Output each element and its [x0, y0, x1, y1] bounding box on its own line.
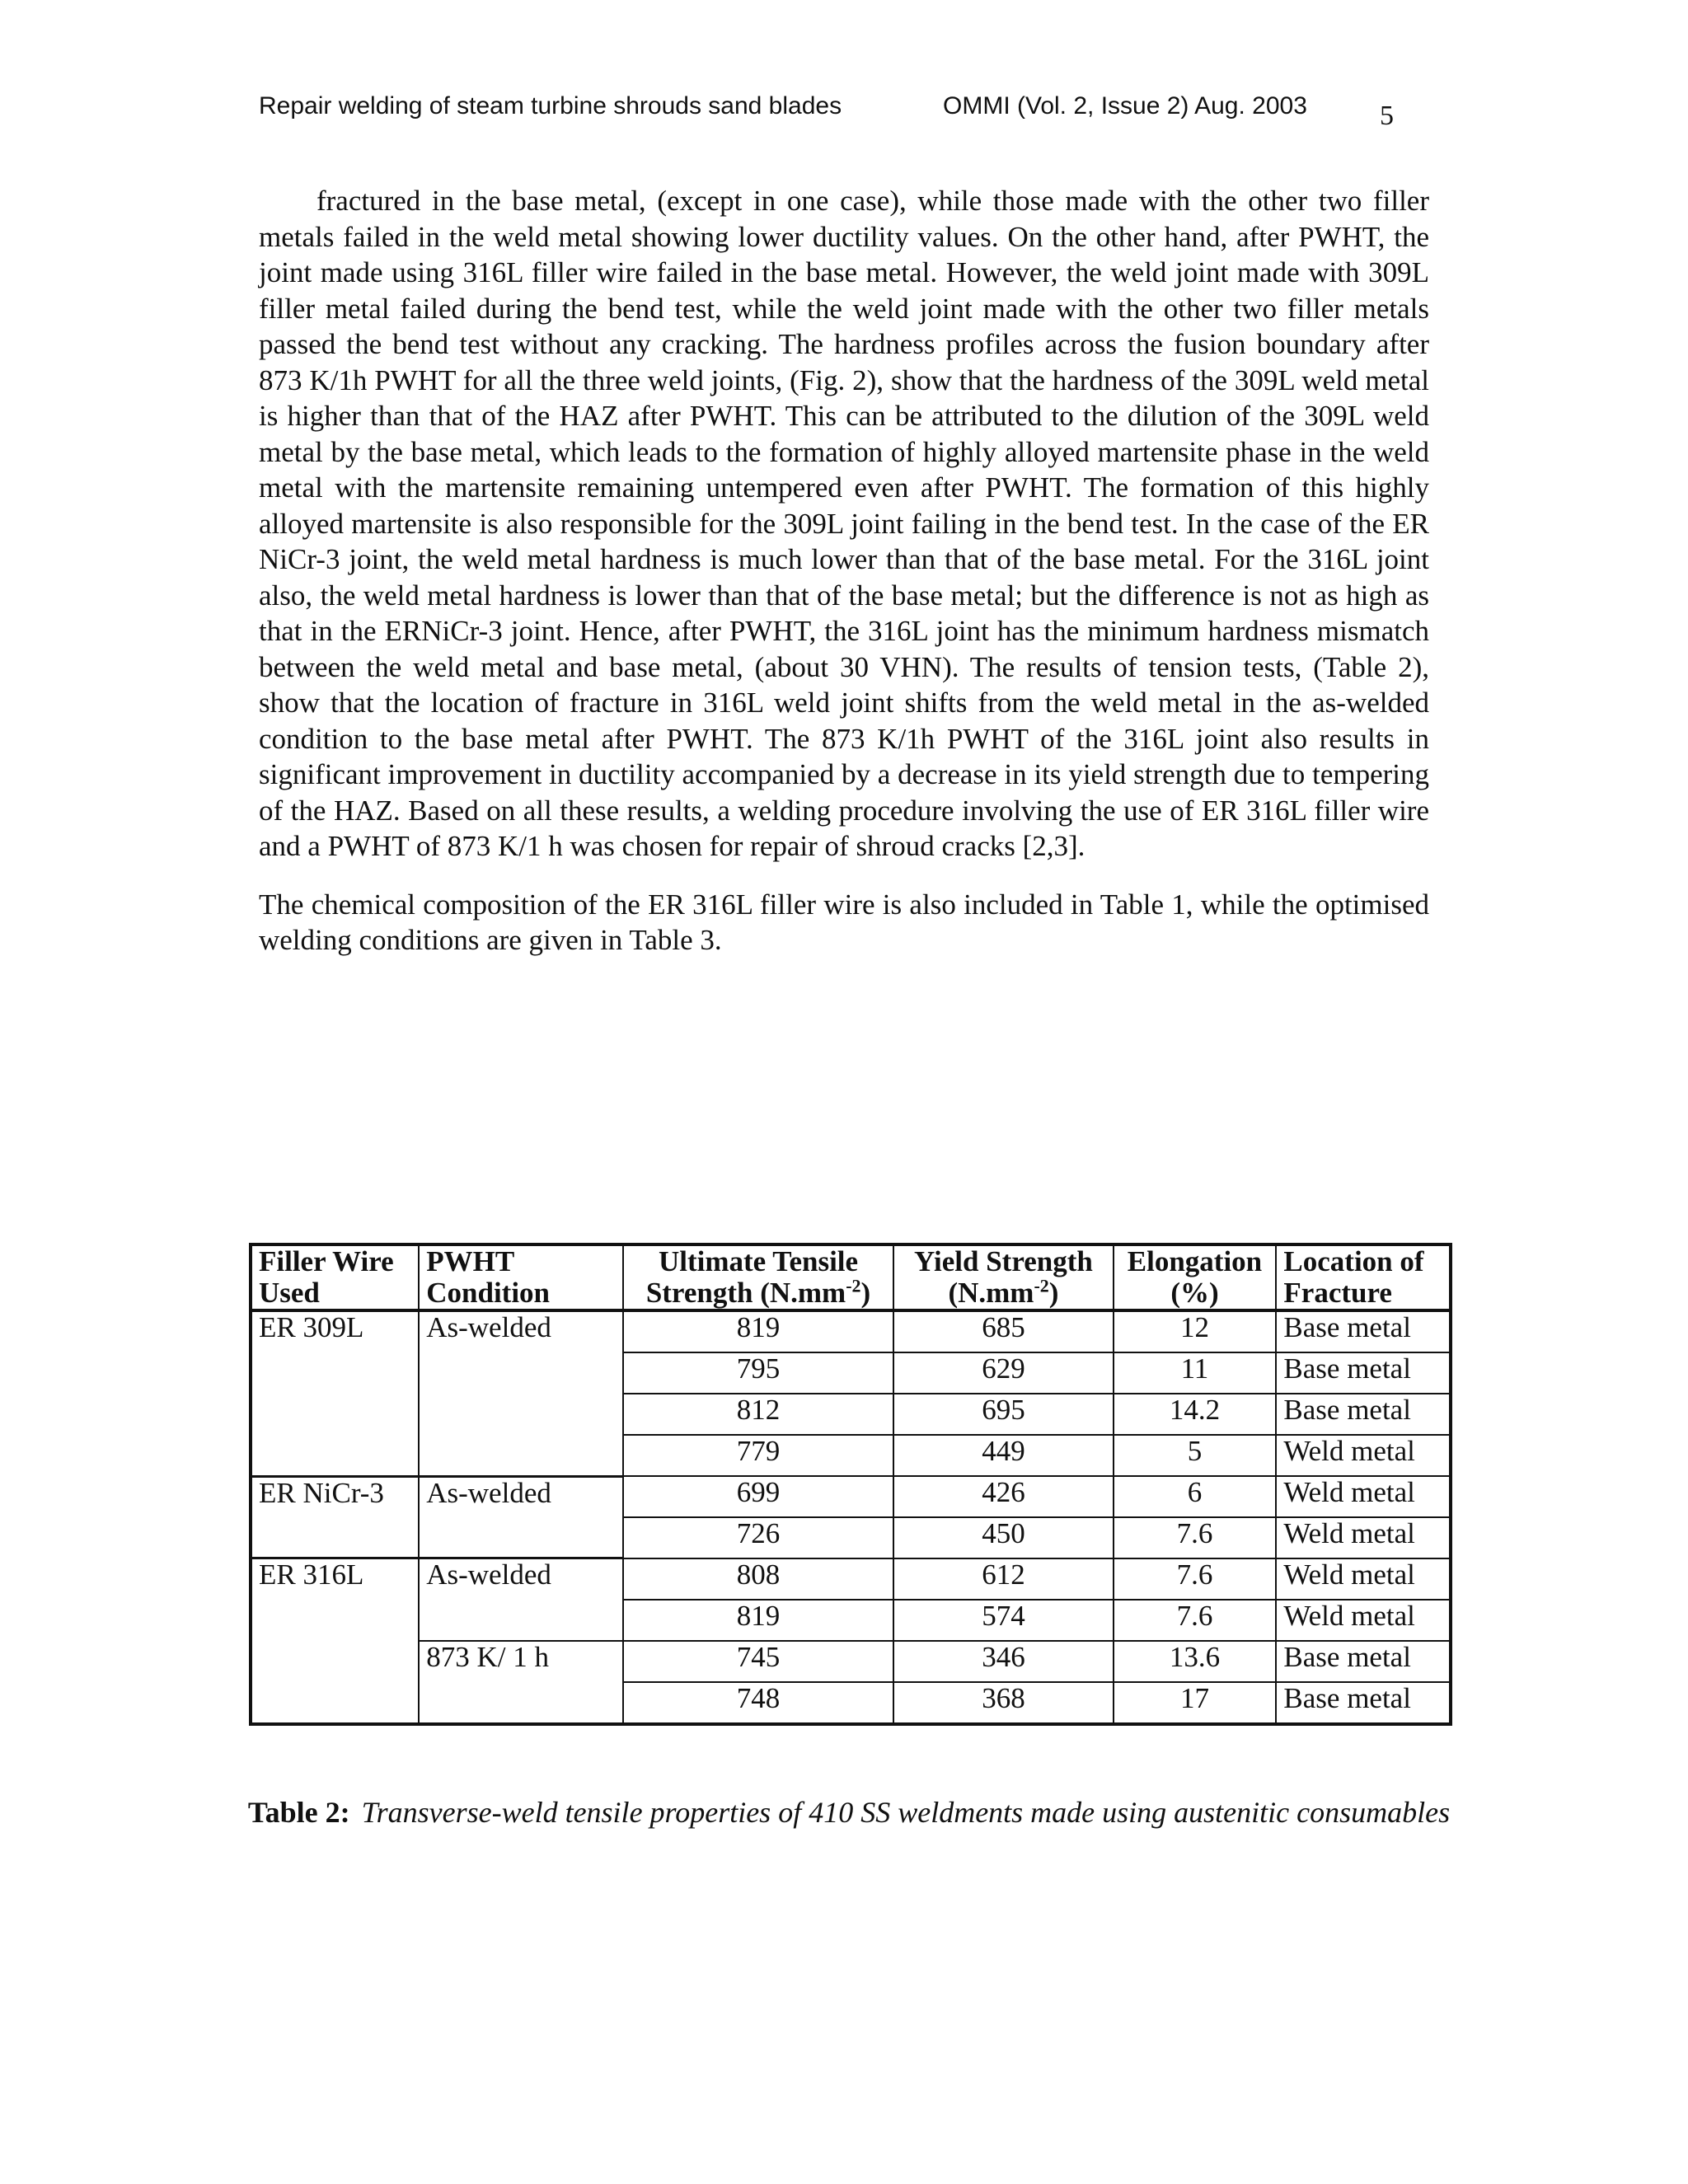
cell-fracture: Weld metal: [1276, 1517, 1451, 1558]
table-row: [251, 1435, 1451, 1476]
caption-label: Table 2:: [247, 1796, 350, 1829]
cell-uts: 779: [623, 1435, 894, 1476]
cell-elongation: 6: [1114, 1476, 1277, 1517]
table-row: [251, 1352, 1451, 1394]
cell-pwht: [419, 1600, 622, 1641]
cell-uts: 808: [623, 1558, 894, 1600]
cell-filler: [251, 1641, 419, 1682]
cell-fracture: Base metal: [1276, 1310, 1451, 1352]
page-header: [259, 89, 1429, 138]
page-number: 5: [1380, 101, 1394, 131]
cell-elongation: 12: [1114, 1310, 1277, 1352]
cell-uts: 745: [623, 1641, 894, 1682]
col-header-uts: Ultimate Tensile Strength $(N.mm^{-2})$: [623, 1244, 894, 1310]
cell-uts: 819: [623, 1600, 894, 1641]
cell-elongation: 14.2: [1114, 1394, 1277, 1435]
cell-fracture: Weld metal: [1276, 1435, 1451, 1476]
cell-pwht: [419, 1517, 622, 1558]
cell-filler: [251, 1517, 419, 1558]
cell-elongation: 7.6: [1114, 1558, 1277, 1600]
cell-yield: 346: [893, 1641, 1113, 1682]
cell-uts: 819: [623, 1310, 894, 1352]
col-header-yield: Yield Strength $(N.mm^{-2})$: [893, 1244, 1113, 1310]
cell-yield: 449: [893, 1435, 1113, 1476]
table-row: [251, 1600, 1451, 1641]
table-row: [251, 1641, 1451, 1682]
cell-filler: ER 316L: [251, 1558, 419, 1600]
cell-pwht: 873 K/ 1 h: [419, 1641, 622, 1682]
cell-fracture: Weld metal: [1276, 1476, 1451, 1517]
cell-yield: 612: [893, 1558, 1113, 1600]
cell-yield: 450: [893, 1517, 1113, 1558]
cell-uts: 699: [623, 1476, 894, 1517]
cell-elongation: 11: [1114, 1352, 1277, 1394]
col-header-filler: Filler Wire Used: [251, 1244, 419, 1310]
cell-fracture: Weld metal: [1276, 1600, 1451, 1641]
tensile-properties-table: [249, 1243, 1452, 1726]
cell-uts: 812: [623, 1394, 894, 1435]
cell-elongation: 17: [1114, 1682, 1277, 1724]
cell-filler: ER NiCr-3: [251, 1476, 419, 1517]
cell-fracture: Base metal: [1276, 1682, 1451, 1724]
body-paragraph-2: The chemical composition of the ER 316L filler wire is also included in Table 1, while the optimised welding conditions are given in Table 3.: [259, 888, 1429, 956]
table-row: [251, 1394, 1451, 1435]
body-text: [259, 183, 1429, 958]
table-row: [251, 1558, 1451, 1600]
cell-yield: 695: [893, 1394, 1113, 1435]
cell-pwht: As-welded: [419, 1310, 622, 1352]
cell-pwht: [419, 1352, 622, 1394]
cell-elongation: 7.6: [1114, 1517, 1277, 1558]
table-caption: [247, 1795, 1451, 1830]
cell-elongation: 13.6: [1114, 1641, 1277, 1682]
cell-uts: 726: [623, 1517, 894, 1558]
cell-elongation: 5: [1114, 1435, 1277, 1476]
cell-filler: ER 309L: [251, 1310, 419, 1352]
col-header-pwht: PWHT Condition: [419, 1244, 622, 1310]
cell-yield: 685: [893, 1310, 1113, 1352]
cell-elongation: 7.6: [1114, 1600, 1277, 1641]
cell-fracture: Base metal: [1276, 1394, 1451, 1435]
cell-yield: 629: [893, 1352, 1113, 1394]
table-row: [251, 1517, 1451, 1558]
cell-filler: [251, 1394, 419, 1435]
cell-filler: [251, 1435, 419, 1476]
cell-fracture: Weld metal: [1276, 1558, 1451, 1600]
cell-filler: [251, 1600, 419, 1641]
cell-yield: 574: [893, 1600, 1113, 1641]
cell-pwht: [419, 1682, 622, 1724]
col-header-elongation: Elongation (%): [1114, 1244, 1277, 1310]
cell-pwht: [419, 1394, 622, 1435]
table-row: [251, 1682, 1451, 1724]
body-paragraph-1: fractured in the base metal, (except in one case), while those made with the other two filler metals failed in the weld metal showing lower ductility values. On the other hand, after PWHT, the joint made using 316L filler wire failed in the base metal. However, the weld joint made with 309L filler metal failed during the bend test, while the weld joint made with the other two filler metals passed the bend test without any cracking. The hardness profiles across the fusion boundary after 873 K/1h PWHT for all the three weld joints, (Fig. 2), show that the hardness of the 309L weld metal is higher than that of the HAZ after PWHT. This can be attributed to the dilution of the 309L weld metal by the base metal, which leads to the formation of highly alloyed martensite phase in the weld metal with the martensite remaining untempered even after PWHT. The formation of this highly alloyed martensite is also responsible for the 309L joint failing in the bend test. In the case of the ER NiCr-3 joint, the weld metal hardness is much lower than that of the base metal. For the 316L joint also, the weld metal hardness is lower than that of the base metal; but the difference is not as high as that in the ERNiCr-3 joint. Hence, after PWHT, the 316L joint has the minimum hardness mismatch between the weld metal and base metal, (about 30 VHN). The results of tension tests, (Table 2), show that the location of fracture in 316L weld joint shifts from the weld metal in the as-welded condition to the base metal after PWHT. The 873 K/1h PWHT of the 316L joint also results in significant improvement in ductility accompanied by a decrease in its yield strength due to tempering of the HAZ. Based on all these results, a welding procedure involving the use of ER 316L filler wire and a PWHT of 873 K/1 h was chosen for repair of shroud cracks [2,3].: [259, 185, 1429, 862]
cell-uts: 795: [623, 1352, 894, 1394]
cell-pwht: As-welded: [419, 1558, 622, 1600]
cell-fracture: Base metal: [1276, 1641, 1451, 1682]
col-header-fracture: Location of Fracture: [1276, 1244, 1451, 1310]
cell-yield: 368: [893, 1682, 1113, 1724]
cell-uts: 748: [623, 1682, 894, 1724]
cell-fracture: Base metal: [1276, 1352, 1451, 1394]
cell-pwht: As-welded: [419, 1476, 622, 1517]
table-row: [251, 1310, 1451, 1352]
cell-pwht: [419, 1435, 622, 1476]
cell-filler: [251, 1682, 419, 1724]
running-title: Repair welding of steam turbine shrouds sand blades: [259, 92, 842, 120]
table-row: [251, 1476, 1451, 1517]
cell-yield: 426: [893, 1476, 1113, 1517]
caption-text: Transverse-weld tensile properties of 410 SS weldments made using austenitic consumables: [361, 1796, 1451, 1829]
table-header-row: [251, 1244, 1451, 1310]
cell-filler: [251, 1352, 419, 1394]
journal-reference: OMMI (Vol. 2, Issue 2) Aug. 2003: [943, 92, 1307, 120]
